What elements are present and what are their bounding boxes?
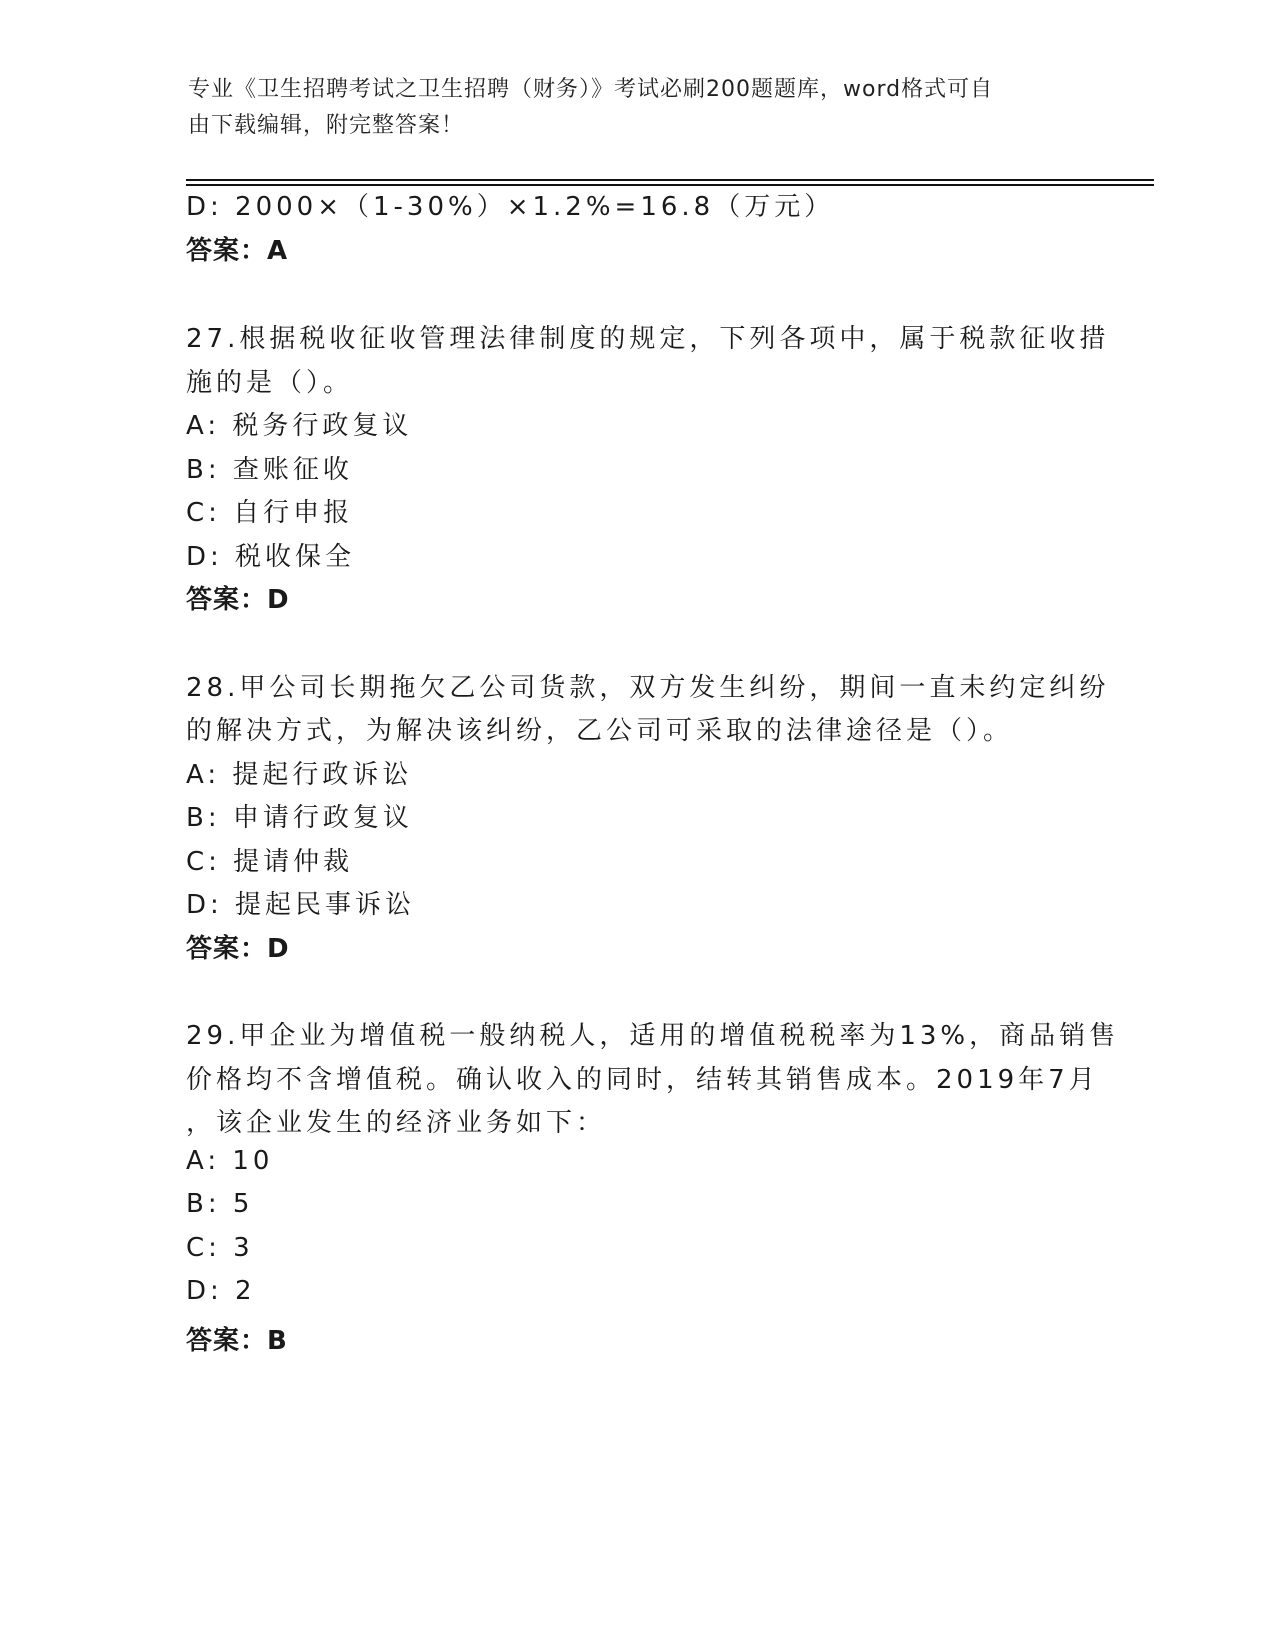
q28-option-a: A: 提起行政诉讼 [186,760,413,790]
q27-option-a: A: 税务行政复议 [186,411,413,441]
q29-option-b: B: 5 [186,1189,254,1219]
prev-option-d: D: 2000×（1-30%）×1.2%=16.8（万元） [186,192,835,222]
q28-option-c: C: 提请仲裁 [186,847,354,877]
q28-text-line-1: 28.甲公司长期拖欠乙公司货款，双方发生纠纷，期间一直未约定纠纷 [186,673,1110,703]
q27-option-b: B: 查账征收 [186,455,353,485]
q27-text-line-1: 27.根据税收征收管理法律制度的规定，下列各项中，属于税款征收措 [186,324,1110,354]
q28-option-b: B: 申请行政复议 [186,803,413,833]
q27-text-line-2: 施的是（）。 [186,368,354,398]
q29-text-line-2: 价格均不含增值税。确认收入的同时，结转其销售成本。2019年7月 [186,1065,1099,1095]
q29-text-line-1: 29.甲企业为增值税一般纳税人，适用的增值税税率为13%，商品销售 [186,1021,1120,1051]
header-line-1: 专业《卫生招聘考试之卫生招聘（财务）》考试必刷200题题库，word格式可自 [188,77,994,102]
q29-option-d: D: 2 [186,1276,256,1306]
header-line-2: 由下载编辑，附完整答案！ [188,113,465,138]
q27-option-d: D: 税收保全 [186,542,356,572]
q27-answer: 答案：D [186,585,290,615]
q28-text-line-2: 的解决方式，为解决该纠纷，乙公司可采取的法律途径是（）。 [186,716,1014,746]
prev-answer: 答案：A [186,236,289,266]
q29-option-a: A: 10 [186,1146,274,1176]
q29-text-line-3: ，该企业发生的经济业务如下： [186,1108,607,1138]
q29-answer: 答案：B [186,1326,288,1356]
document-header [188,72,1068,144]
q27-option-c: C: 自行申报 [186,498,354,528]
q28-option-d: D: 提起民事诉讼 [186,890,416,920]
q28-answer: 答案：D [186,934,290,964]
header-rule-top [186,179,1154,181]
q29-option-c: C: 3 [186,1233,254,1263]
